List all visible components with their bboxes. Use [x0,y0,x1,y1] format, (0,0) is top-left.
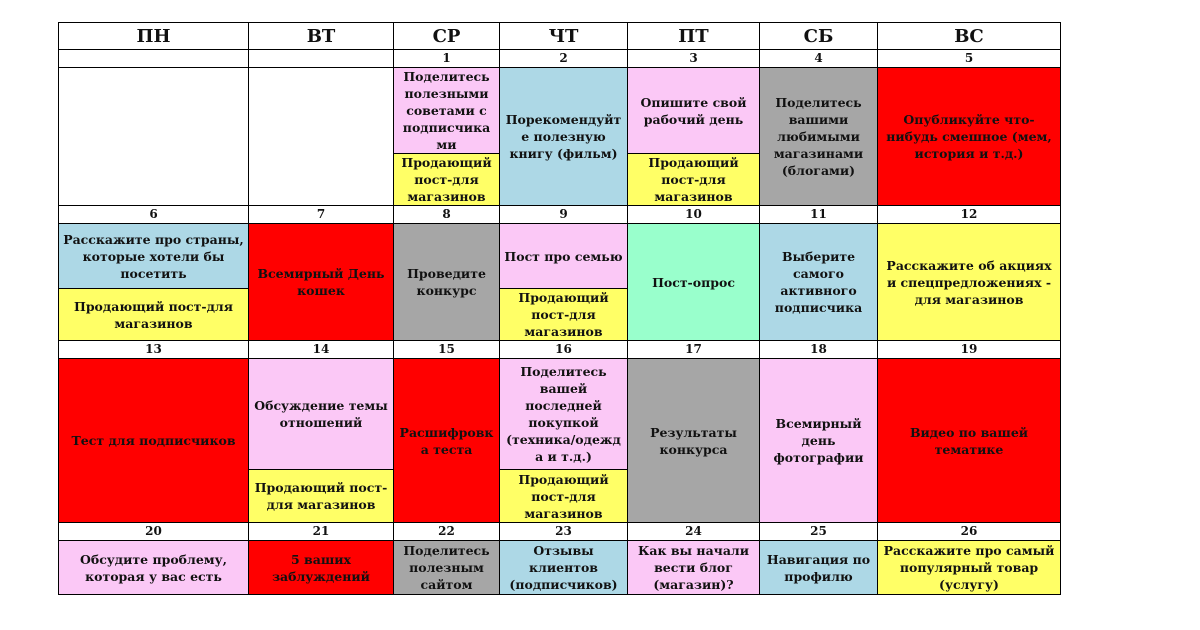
task-day-6: Расскажите про страны, которые хотели бы посетить [59,224,249,289]
task-day-20: Обсудите проблему, которая у вас есть [59,541,249,595]
date-cell: 19 [878,341,1061,359]
weekday-header-row [59,23,1061,50]
task-day-24: Как вы начали вести блог (магазин)? [628,541,760,595]
task-day-14: Обсуждение темы отношений [249,359,394,470]
selling-post-day-6: Продающий пост-для магазинов [59,289,249,341]
task-day-8: Проведите конкурс [394,224,500,341]
task-day-2: Порекомендуйт е полезную книгу (фильм) [500,68,628,206]
task-day-13: Тест для подписчиков [59,359,249,523]
date-cell: 11 [760,206,878,224]
date-cell: 16 [500,341,628,359]
weekday-sun: ВС [878,23,1061,50]
selling-post-day-1: Продающий пост-для магазинов [394,154,500,206]
date-cell: 4 [760,50,878,68]
week3-content-row-a [59,359,1061,470]
date-cell: 13 [59,341,249,359]
empty-cell [249,68,394,206]
task-day-11: Выберите самого активного подписчика [760,224,878,341]
date-cell: 18 [760,341,878,359]
weekday-thu: ЧТ [500,23,628,50]
selling-post-day-14: Продающий пост-для магазинов [249,470,394,523]
task-day-21: 5 ваших заблуждений [249,541,394,595]
date-cell: 21 [249,523,394,541]
date-cell: 26 [878,523,1061,541]
date-cell [59,50,249,68]
task-day-16: Поделитесь вашей последней покупкой (техника/одежд а и т.д.) [500,359,628,470]
date-cell: 15 [394,341,500,359]
task-day-26: Расскажите про самый популярный товар (услугу) [878,541,1061,595]
task-day-23: Отзывы клиентов (подписчиков) [500,541,628,595]
date-cell: 7 [249,206,394,224]
task-day-9: Пост про семью [500,224,628,289]
task-day-3: Опишите свой рабочий день [628,68,760,154]
week1-dates-row [59,50,1061,68]
task-day-17: Результаты конкурса [628,359,760,523]
date-cell: 5 [878,50,1061,68]
task-day-10: Пост-опрос [628,224,760,341]
date-cell: 10 [628,206,760,224]
week2-content-row-a [59,224,1061,289]
date-cell: 1 [394,50,500,68]
weekday-fri: ПТ [628,23,760,50]
date-cell [249,50,394,68]
date-cell: 9 [500,206,628,224]
week4-dates-row [59,523,1061,541]
date-cell: 3 [628,50,760,68]
date-cell: 12 [878,206,1061,224]
task-day-22: Поделитесь полезным сайтом [394,541,500,595]
task-day-12: Расскажите об акциях и спецпредложениях - для магазинов [878,224,1061,341]
week1-content-row-a [59,68,1061,154]
task-day-5: Опубликуйте что-нибудь смешное (мем, история и т.д.) [878,68,1061,206]
task-day-4: Поделитесь вашими любимыми магазинами (блогами) [760,68,878,206]
date-cell: 20 [59,523,249,541]
date-cell: 14 [249,341,394,359]
weekday-sat: СБ [760,23,878,50]
weekday-wed: СР [394,23,500,50]
date-cell: 8 [394,206,500,224]
date-cell: 23 [500,523,628,541]
task-day-15: Расшифровк а теста [394,359,500,523]
date-cell: 6 [59,206,249,224]
empty-cell [59,68,249,206]
date-cell: 17 [628,341,760,359]
date-cell: 24 [628,523,760,541]
week2-dates-row [59,206,1061,224]
task-day-25: Навигация по профилю [760,541,878,595]
selling-post-day-16: Продающий пост-для магазинов [500,470,628,523]
weekday-mon: ПН [59,23,249,50]
week3-dates-row [59,341,1061,359]
task-day-18: Всемирный день фотографии [760,359,878,523]
task-day-19: Видео по вашей тематике [878,359,1061,523]
date-cell: 22 [394,523,500,541]
week4-content-row [59,541,1061,595]
task-day-7: Всемирный День кошек [249,224,394,341]
task-day-1: Поделитесь полезными советами с подписчика ми [394,68,500,154]
content-calendar [58,22,1061,595]
selling-post-day-3: Продающий пост-для магазинов [628,154,760,206]
date-cell: 25 [760,523,878,541]
selling-post-day-9: Продающий пост-для магазинов [500,289,628,341]
date-cell: 2 [500,50,628,68]
weekday-tue: ВТ [249,23,394,50]
